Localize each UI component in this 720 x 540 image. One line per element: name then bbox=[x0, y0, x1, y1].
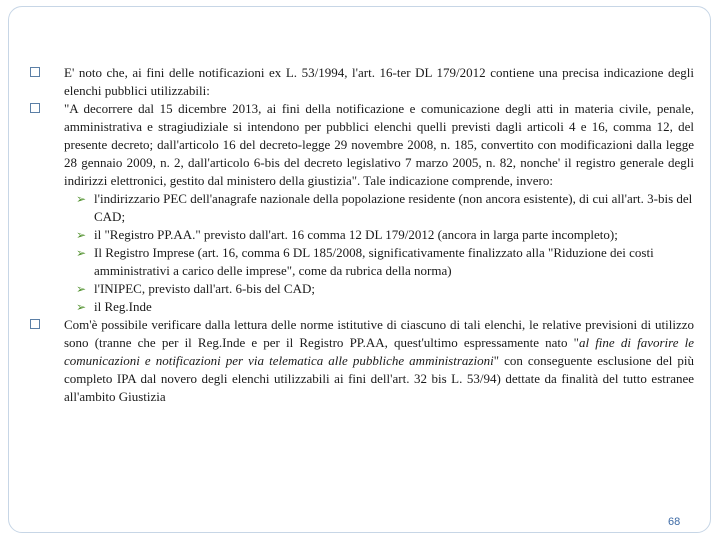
sub-item-text: Il Registro Imprese (art. 16, comma 6 DL 185/2008, significativamente finalizzato alla "Riduzione dei costi amministrativi a carico delle imprese", come da rubrica della norma) bbox=[94, 245, 654, 278]
sub-item-4 bbox=[30, 280, 694, 298]
arrow-bullet-icon: ➢ bbox=[76, 246, 87, 260]
paragraph-text: "A decorrere dal 15 dicembre 2013, ai fini della notificazione e comunicazione degli atti in materia civile, penale, amministrativa e stragiudiziale si intendono per pubblici elenchi quelli previsti dagli articoli 4 e 16, comma 12, del presente decreto; dall'articolo 16 del decreto-legge 29 novembre 2008, n. 185, convertito con modificazioni dalla legge 28 gennaio 2009, n. 2, dall'articolo 6-bis del decreto legislativo 7 marzo 2005, n. 82, nonche' il registro generale degli indirizzi elettronici, gestito dal ministero della giustizia". Tale indicazione comprende, invero: bbox=[64, 101, 694, 188]
sub-item-text: il Reg.Inde bbox=[94, 299, 152, 314]
sub-item-3 bbox=[30, 244, 694, 280]
paragraph-quote: al fine di favorire le comunicazioni e notificazioni per via telematica alle pubbliche amministrazioni bbox=[64, 335, 694, 368]
paragraph-text-start: Com'è possibile verificare dalla lettura delle norme istitutive di ciascuno di tali elenchi, le relative previsioni di utilizzo sono (tranne che per il Reg.Inde e per il Registro PP.AA, quest'ultimo espressamente nato " bbox=[64, 317, 694, 350]
arrow-bullet-icon: ➢ bbox=[76, 228, 87, 242]
page-number: 68 bbox=[668, 516, 681, 528]
paragraph-3 bbox=[30, 316, 694, 406]
sub-item-text: l'indirizzario PEC dell'anagrafe nazionale della popolazione residente (non ancora esistente), di cui all'art. 3-bis del CAD; bbox=[94, 191, 693, 224]
square-bullet-icon bbox=[30, 103, 40, 113]
paragraph-text: E' noto che, ai fini delle notificazioni ex L. 53/1994, l'art. 16-ter DL 179/2012 contiene una precisa indicazione degli elenchi pubblici utilizzabili: bbox=[64, 65, 694, 98]
square-bullet-icon bbox=[30, 67, 40, 77]
arrow-bullet-icon: ➢ bbox=[76, 300, 87, 314]
paragraph-2 bbox=[30, 100, 694, 190]
sub-item-5 bbox=[30, 298, 694, 316]
paragraph-text-end: " con conseguente esclusione del più completo IPA dal novero degli elenchi utilizzabili ai fini dell'art. 32 bis L. 53/94) dettate da finalità del tutto estranee all'ambito Giustizia bbox=[64, 353, 694, 404]
arrow-bullet-icon: ➢ bbox=[76, 282, 87, 296]
paragraph-1 bbox=[30, 64, 694, 100]
arrow-bullet-icon: ➢ bbox=[76, 192, 87, 206]
sub-item-text: il "Registro PP.AA." previsto dall'art. 16 comma 12 DL 179/2012 (ancora in larga parte incompleto); bbox=[94, 227, 618, 242]
slide-body bbox=[30, 64, 694, 406]
sub-item-2 bbox=[30, 226, 694, 244]
sub-item-text: l'INIPEC, previsto dall'art. 6-bis del CAD; bbox=[94, 281, 315, 296]
square-bullet-icon bbox=[30, 319, 40, 329]
sub-item-1 bbox=[30, 190, 694, 226]
